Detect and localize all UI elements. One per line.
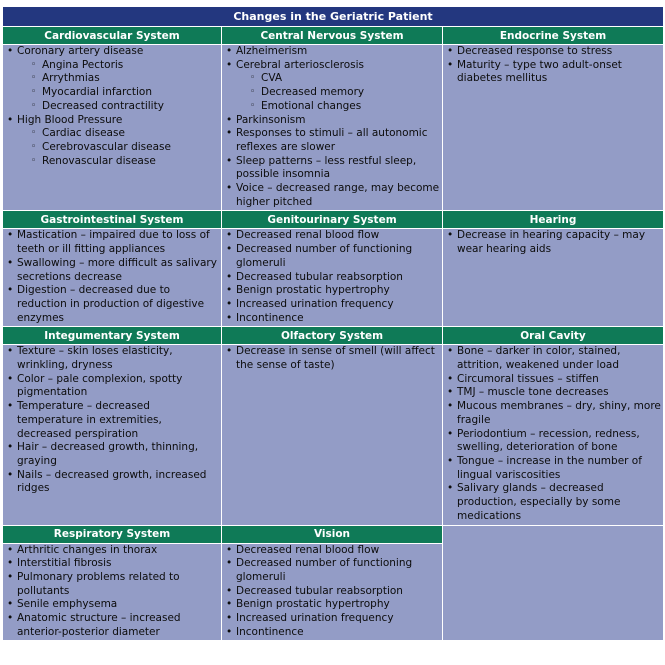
list-item (226, 45, 440, 59)
list-item-text: Increased urination frequency (236, 612, 394, 625)
list-item-text: Mucous membranes – dry, shiny, more fragile (457, 400, 661, 426)
list-item (447, 59, 661, 86)
header-oral-cavity: Oral Cavity (443, 327, 664, 345)
list-item (447, 345, 661, 372)
table-body (3, 27, 664, 641)
list-item-text: Texture – skin loses elasticity, wrinkling, dryness (17, 345, 173, 372)
list-item-text: Increased urination frequency (236, 297, 394, 310)
empty-cell (443, 525, 664, 641)
list-item-text: Salivary glands – decreased production, especially by some medications (457, 482, 621, 522)
header-cardiovascular-system: Cardiovascular System (3, 27, 222, 45)
sub-list-item: ◦ Myocardial infarction (17, 86, 219, 100)
header-central-nervous-system: Central Nervous System (222, 27, 443, 45)
list-item (7, 373, 219, 400)
bullet-list (447, 345, 661, 523)
header-respiratory-system: Respiratory System (3, 525, 222, 543)
list-item-text: Alzheimerism (236, 45, 308, 57)
list-item (226, 598, 440, 612)
list-item (447, 400, 661, 427)
bullet-list (226, 345, 440, 372)
list-item (447, 45, 661, 59)
list-item (226, 345, 440, 372)
list-item-text: Decrease in hearing capacity – may wear hearing aids (457, 229, 646, 256)
list-item (226, 243, 440, 270)
list-item (447, 428, 661, 455)
list-item-text: Decreased renal blood flow (236, 229, 380, 242)
section-oral-cavity (443, 345, 664, 525)
list-item (226, 229, 440, 243)
list-item-text: Interstitial fibrosis (17, 557, 112, 570)
list-item-text: Decreased renal blood flow (236, 543, 380, 556)
list-item (226, 59, 440, 114)
section-header-row (3, 211, 664, 229)
section-hearing (443, 229, 664, 327)
list-item (7, 612, 219, 639)
list-item (7, 544, 219, 558)
list-item-text: Temperature – decreased temperature in extremities, decreased perspiration (17, 400, 162, 440)
list-item-text: Arthritic changes in thorax (17, 543, 158, 556)
list-item (226, 271, 440, 285)
header-vision: Vision (222, 525, 443, 543)
section-vision (222, 543, 443, 641)
sub-list (236, 72, 440, 113)
list-item-text: Benign prostatic hypertrophy (236, 598, 390, 611)
section-body-row (3, 345, 664, 525)
section-body-row (3, 229, 664, 327)
list-item-text: Decreased tubular reabsorption (236, 270, 403, 283)
list-item (7, 284, 219, 325)
list-item (447, 482, 661, 523)
section-header-row (3, 525, 664, 543)
section-respiratory-system (3, 543, 222, 641)
sub-list-item: ◦ Decreased contractility (17, 100, 219, 114)
list-item (447, 373, 661, 387)
list-item-text: Voice – decreased range, may become higher pitched (236, 182, 440, 208)
list-item (226, 626, 440, 640)
header-gastrointestinal-system: Gastrointestinal System (3, 211, 222, 229)
sub-list-item: ◦ Decreased memory (236, 86, 440, 100)
bullet-list (7, 544, 219, 640)
list-item (226, 127, 440, 154)
list-item (7, 257, 219, 284)
list-item (226, 544, 440, 558)
list-item-text: Incontinence (236, 625, 304, 638)
list-item (7, 557, 219, 571)
list-item (447, 229, 661, 256)
list-item-text: Hair – decreased growth, thinning, graying (17, 441, 199, 467)
header-genitourinary-system: Genitourinary System (222, 211, 443, 229)
bullet-list (7, 345, 219, 496)
bullet-list (7, 45, 219, 168)
list-item-text: Sleep patterns – less restful sleep, possible insomnia (236, 154, 417, 181)
section-endocrine-system (443, 45, 664, 211)
list-item (226, 585, 440, 599)
list-item-text: Incontinence (236, 311, 304, 324)
list-item-text: Maturity – type two adult-onset diabetes mellitus (457, 58, 622, 85)
list-item-text: Pulmonary problems related to pollutants (17, 570, 180, 597)
list-item (226, 182, 440, 209)
header-hearing: Hearing (443, 211, 664, 229)
section-olfactory-system (222, 345, 443, 525)
list-item (7, 469, 219, 496)
sub-list-item: ◦ Renovascular disease (17, 155, 219, 169)
list-item (226, 557, 440, 584)
bullet-list (226, 544, 440, 640)
list-item (226, 612, 440, 626)
list-item-text: Color – pale complexion, spotty pigmentation (17, 372, 183, 399)
bullet-list (7, 229, 219, 325)
list-item-text: Periodontium – recession, redness, swelling, deterioration of bone (457, 427, 640, 454)
sub-list-item: ◦ Angina Pectoris (17, 59, 219, 73)
section-gastrointestinal-system (3, 229, 222, 327)
bullet-list (447, 229, 661, 256)
list-item-text: Parkinsonism (236, 113, 306, 126)
list-item-text: Circumoral tissues – stiffen (457, 372, 599, 385)
list-item (226, 312, 440, 326)
list-item (7, 400, 219, 441)
list-item-text: Anatomic structure – increased anterior-posterior diameter (17, 612, 181, 638)
sub-list-item: ◦ Cerebrovascular disease (17, 141, 219, 155)
list-item (7, 441, 219, 468)
list-item (226, 155, 440, 182)
list-item (7, 598, 219, 612)
sub-list (17, 127, 219, 168)
list-item (447, 386, 661, 400)
section-header-row (3, 27, 664, 45)
list-item-text: Decrease in sense of smell (will affect the sense of taste) (236, 345, 435, 372)
bullet-list (226, 229, 440, 325)
header-endocrine-system: Endocrine System (443, 27, 664, 45)
list-item-text: Decreased tubular reabsorption (236, 584, 403, 597)
list-item-text: Decreased response to stress (457, 45, 613, 57)
list-item-text: Senile emphysema (17, 598, 118, 611)
section-integumentary-system (3, 345, 222, 525)
sub-list-item: ◦ Emotional changes (236, 100, 440, 114)
section-header-row (3, 327, 664, 345)
list-item-text: Bone – darker in color, stained, attrition, weakened under load (457, 345, 621, 372)
header-olfactory-system: Olfactory System (222, 327, 443, 345)
section-central-nervous-system (222, 45, 443, 211)
section-cardiovascular-system (3, 45, 222, 211)
sub-list-item: ◦ Cardiac disease (17, 127, 219, 141)
list-item (226, 284, 440, 298)
sub-list-item: ◦ CVA (236, 72, 440, 86)
list-item-text: Digestion – decreased due to reduction in production of digestive enzymes (17, 284, 205, 324)
bullet-list (226, 45, 440, 209)
list-item-text: Swallowing – more difficult as salivary secretions decrease (17, 256, 217, 283)
list-item (7, 345, 219, 372)
section-genitourinary-system (222, 229, 443, 327)
list-item-text: Coronary artery disease (17, 45, 144, 57)
list-item (447, 455, 661, 482)
list-item-text: TMJ – muscle tone decreases (457, 386, 609, 399)
list-item-text: Benign prostatic hypertrophy (236, 284, 390, 297)
list-item-text: Decreased number of functioning glomeruli (236, 243, 413, 269)
list-item-text: High Blood Pressure (17, 113, 123, 126)
geriatric-changes-table (2, 6, 664, 641)
list-item-text: Nails – decreased growth, increased ridges (17, 468, 207, 495)
list-item-text: Responses to stimuli – all autonomic reflexes are slower (236, 127, 428, 153)
list-item (7, 571, 219, 598)
list-item-text: Mastication – impaired due to loss of teeth or ill fitting appliances (17, 229, 210, 256)
list-item (7, 114, 219, 169)
header-integumentary-system: Integumentary System (3, 327, 222, 345)
list-item-text: Decreased number of functioning glomeruli (236, 557, 413, 583)
sub-list-item: ◦ Arrythmias (17, 72, 219, 86)
bullet-list (447, 45, 661, 86)
list-item (7, 45, 219, 114)
section-body-row (3, 45, 664, 211)
sub-list (17, 59, 219, 114)
list-item (226, 298, 440, 312)
list-item-text: Tongue – increase in the number of lingual variscosities (457, 454, 642, 481)
list-item-text: Cerebral arteriosclerosis (236, 58, 364, 71)
list-item (7, 229, 219, 256)
table-title: Changes in the Geriatric Patient (3, 7, 664, 27)
list-item (226, 114, 440, 128)
